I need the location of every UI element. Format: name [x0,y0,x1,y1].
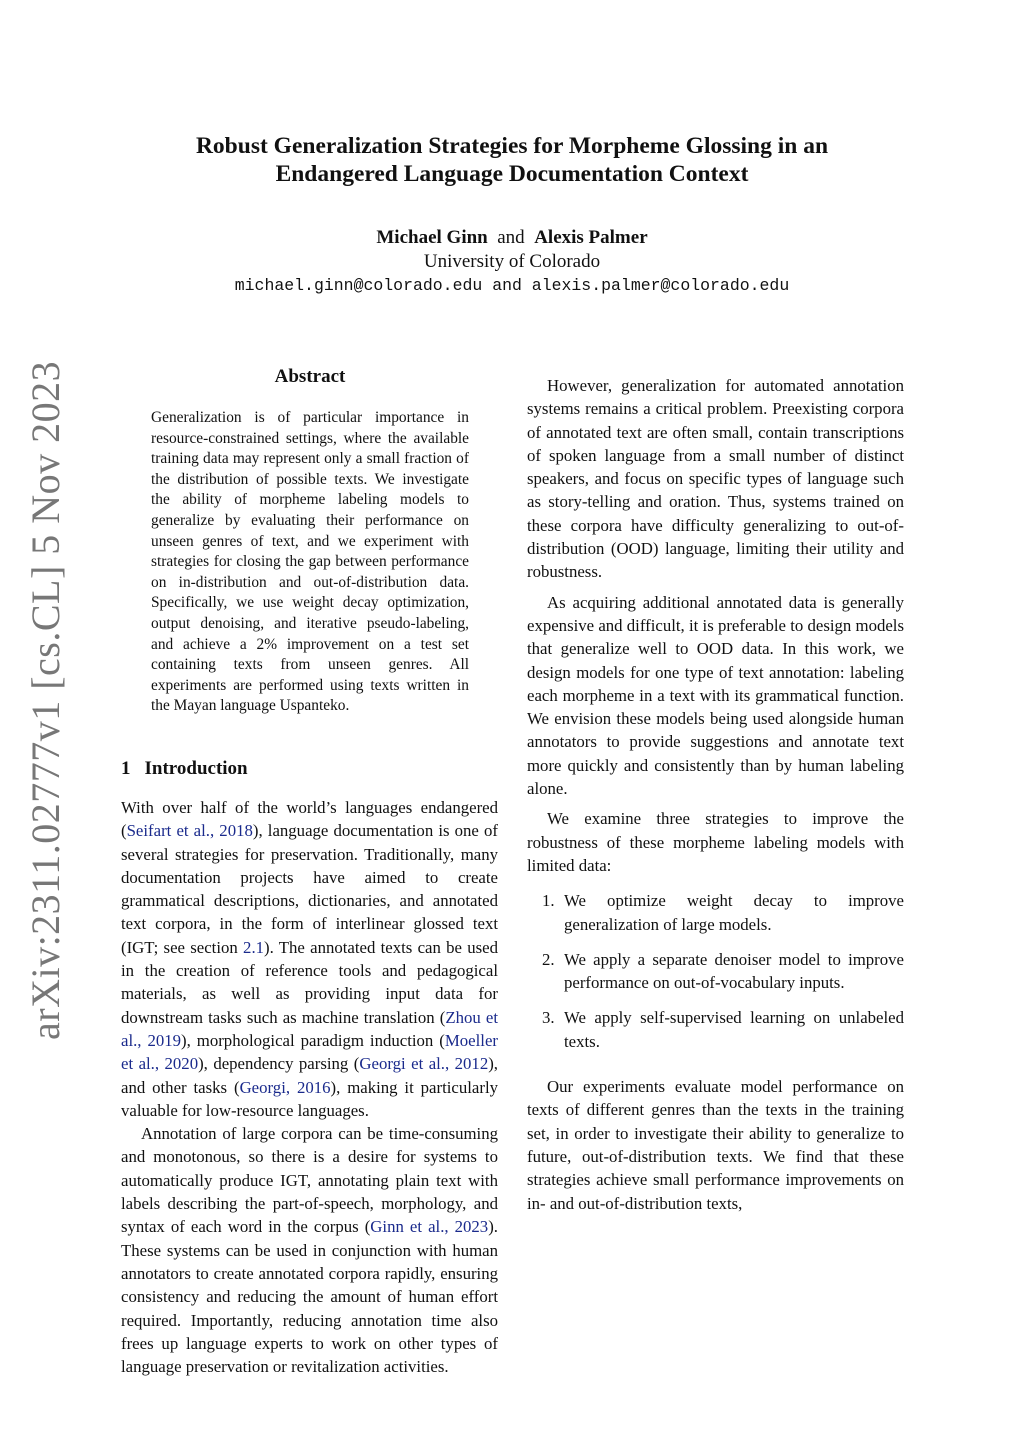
list-number: 3. [542,1008,555,1028]
abstract-body: Generalization is of particular importance in resource-constrained settings, where the available training data may represent only a small fraction of the distribution of possible texts. We investigate the ability of morpheme labeling models to generalize by evaluating their performance on unseen genres of text, and we experiment with strategies for closing the gap between performance on in-distribution and out-of-distribution data. Specifically, we use weight decay optimization, output denoising, and iterative pseudo-labeling, and achieve a 2% improvement on a test set containing texts from unseen genres. All experiments are performed using texts written in the Mayan language Uspanteko. [151,409,469,715]
author-conjunction: and [497,227,525,248]
list-number: 2. [542,949,555,969]
list-text: We apply self-supervised learning on unlabeled texts. [564,1008,904,1051]
paper-title [120,132,904,188]
text-run: ). The annotated texts can be used in the creation of reference tools and pedagogical materials, as well as providing input data for downstream tasks such as machine translation ( [121,937,498,1027]
intro-paragraph-1 [121,796,498,1122]
author-1: Michael Ginn [376,227,488,248]
list-text: We apply a separate denoiser model to improve performance on out-of-vocabulary inputs. [564,949,904,993]
title-line-1: Robust Generalization Strategies for Morpheme Glossing in an [195,133,829,159]
list-item [527,1006,904,1053]
list-item [527,948,904,995]
citation-link[interactable]: Zhou et al., 2019 [121,1007,499,1050]
abstract-heading: Abstract [274,366,346,387]
text-run: With over half of the world’s languages endangered ( [121,798,498,841]
text-run: ), morphological paradigm induction ( [181,1030,445,1050]
section-heading-introduction [121,758,248,780]
arxiv-stamp: arXiv:2311.02777v1 [cs.CL] 5 Nov 2023 [23,360,68,1040]
citation-link[interactable]: Georgi et al., 2012 [359,1054,489,1074]
citation-link[interactable]: Moeller et al., 2020 [121,1030,498,1074]
section-ref-link[interactable]: 2.1 [243,937,265,957]
author-line [120,226,904,250]
contribution-list [527,889,904,1053]
intro-paragraph-2 [121,1122,498,1378]
text-run: ), language documentation is one of several strategies for preservation. Traditionally, many documentation projects have aimed to create grammatical descriptions, dictionaries, and annotated text corpora, in the form of interlinear glossed text (IGT; see section [121,821,498,957]
section-title: Introduction [144,758,248,779]
intro-paragraph-4: As acquiring additional annotated data is generally expensive and difficult, it is preferable to design models that generalize well to OOD data. In this work, we design models for one type of text annotation: labeling each morpheme in a text with its grammatical function. We envision these models being used alongside human annotators to provide suggestions and annotate text more quickly and consistently than by human labeling alone. [527,592,904,799]
author-2: Alexis Palmer [534,227,648,248]
intro-paragraph-5: We examine three strategies to improve the robustness of these morpheme labeling models with limited data: [527,809,904,875]
text-run: ), and other tasks ( [121,1054,499,1097]
affiliation: University of Colorado [423,251,601,272]
citation-link[interactable]: Georgi, 2016 [239,1077,331,1097]
intro-paragraph-3: However, generalization for automated annotation systems remains a critical problem. Preexisting corpora of annotated text are often small, contain transcriptions of spoken language from a small number of distinct speakers, and focus on specific types of language such as story-telling and oration. Thus, systems trained on these corpora have difficulty generalizing to out-of-distribution (OOD) language, limiting their utility and robustness. [527,376,904,582]
section-number: 1 [121,758,131,779]
citation-link[interactable]: Ginn et al., 2023 [370,1217,489,1237]
list-item [527,889,904,936]
right-column [527,367,904,1215]
left-column [121,796,498,1378]
text-run: Annotation of large corpora can be time-consuming and monotonous, so there is a desire for systems to automatically produce IGT, annotating plain text with labels describing the part-of-speech, morphology, and syntax of each word in the corpus ( [121,1124,498,1237]
list-text: We optimize weight decay to improve generalization of large models. [564,891,904,934]
text-run: ), making it particularly valuable for low-resource languages. [121,1077,498,1120]
title-line-2: Endangered Language Documentation Context [275,161,749,187]
text-run: ). These systems can be used in conjunction with human annotators to create annotated corpora rapidly, ensuring consistency and reducing the amount of human effort required. Importantly, reducing annotation time also frees up language experts to work on other types of language preservation or revitalization activities. [121,1217,498,1377]
text-run: ), dependency parsing ( [198,1054,360,1074]
author-emails: michael.ginn@colorado.edu and alexis.palmer@colorado.edu [234,276,790,295]
citation-link[interactable]: Seifart et al., 2018 [126,821,253,841]
intro-paragraph-6: Our experiments evaluate model performance on texts of different genres than the texts in the training set, in order to investigate their ability to generalize to future, out-of-distribution texts. We find that these strategies achieve small performance improvements on in- and out-of-distribution texts, [527,1077,904,1213]
list-number: 1. [542,891,555,911]
